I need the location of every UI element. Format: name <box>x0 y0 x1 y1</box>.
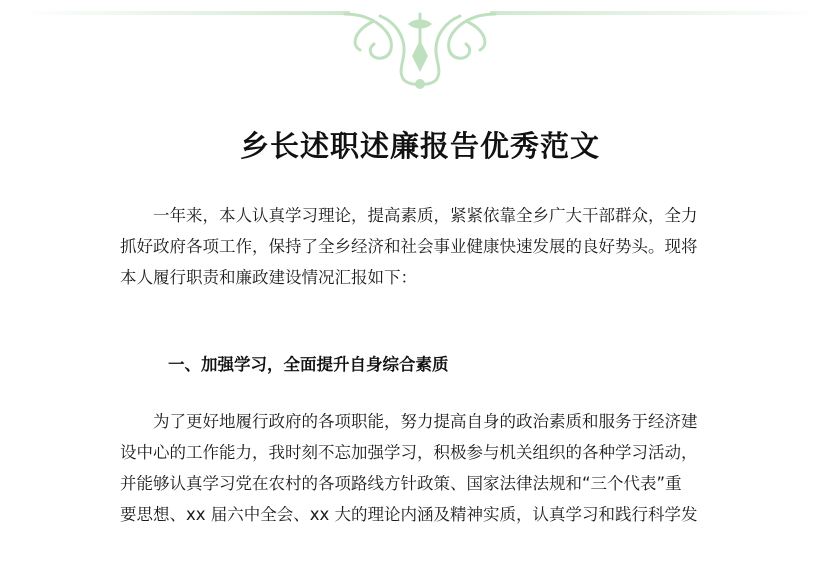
section-line: 要思想、xx 届六中全会、xx 大的理论内涵及精神实质，认真学习和践行科学发 <box>120 505 698 524</box>
document-title: 乡长述职述廉报告优秀范文 <box>239 129 600 163</box>
section-heading: 一、加强学习，全面提升自身综合素质 <box>168 355 449 374</box>
intro-line: 一年来，本人认真学习理论，提高素质，紧紧依靠全乡广大干部群众，全力 <box>120 206 698 225</box>
intro-line: 抓好政府各项工作，保持了全乡经济和社会事业健康快速发展的良好势头。现将 <box>120 237 698 256</box>
intro-paragraph <box>120 200 720 293</box>
section-line: 设中心的工作能力，我时刻不忘加强学习，积极参与机关组织的各种学习活动， <box>120 443 698 462</box>
floral-scroll-ornament-icon <box>0 0 840 95</box>
section-line: 并能够认真学习党在农村的各项路线方针政策、国家法律法规和“三个代表”重 <box>120 474 682 493</box>
section-paragraph <box>120 406 720 530</box>
section-line: 为了更好地履行政府的各项职能，努力提高自身的政治素质和服务于经济建 <box>120 412 698 431</box>
intro-line: 本人履行职责和廉政建设情况汇报如下： <box>120 268 417 287</box>
